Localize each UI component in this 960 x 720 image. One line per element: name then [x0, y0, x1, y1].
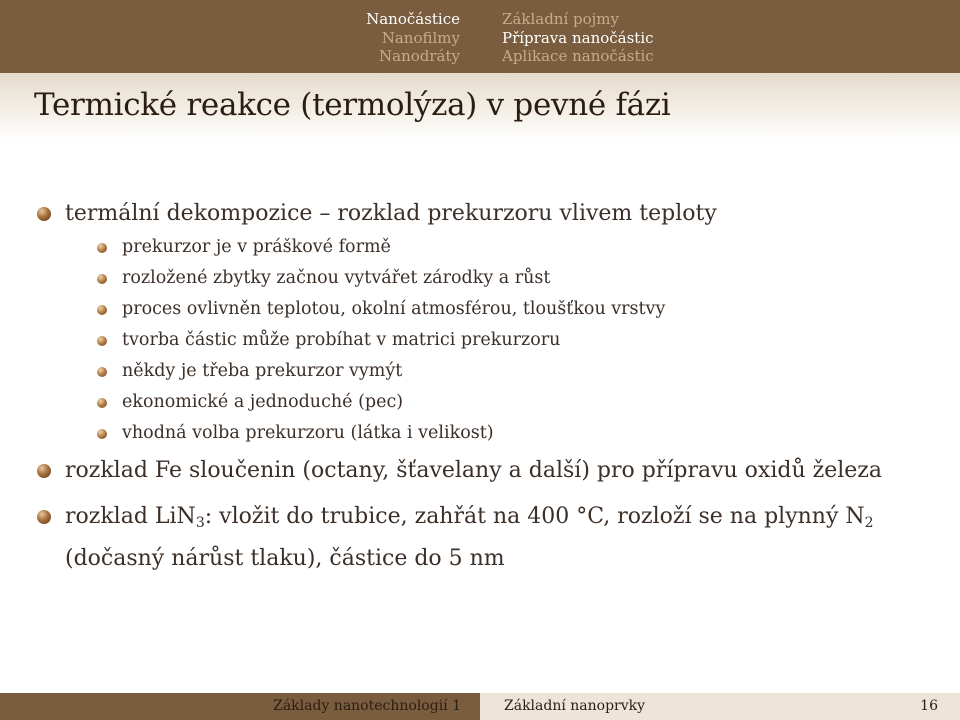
- sub-bullet-icon: [97, 274, 107, 284]
- sub-bullet-item: [0, 325, 960, 356]
- nav-link-zakladni-pojmy[interactable]: Základní pojmy: [502, 10, 620, 28]
- bullet-text-part: (dočasný nárůst tlaku), částice do 5 nm: [65, 546, 505, 571]
- sub-bullet-icon: [97, 336, 107, 346]
- nav-link-nanodraty[interactable]: Nanodráty: [379, 47, 460, 65]
- sub-bullet-text: rozložené zbytky začnou vytvářet zárodky a růst: [122, 268, 551, 288]
- sub-bullet-item: [0, 356, 960, 387]
- slide-title: Termické reakce (termolýza) v pevné fázi: [34, 87, 671, 123]
- footer-left-panel: [0, 693, 480, 720]
- sub-bullet-icon: [97, 305, 107, 315]
- bullet-icon: [37, 510, 51, 524]
- sub-bullet-text: prekurzor je v práškové formě: [122, 237, 391, 257]
- sub-bullet-item: [0, 263, 960, 294]
- footer-section-title: Základní nanoprvky: [504, 698, 646, 714]
- sub-bullet-icon: [97, 429, 107, 439]
- sub-bullet-icon: [97, 243, 107, 253]
- nav-link-nanofilmy[interactable]: Nanofilmy: [381, 28, 460, 47]
- sub-bullet-icon: [97, 398, 107, 408]
- sub-bullet-item: [0, 294, 960, 325]
- bullet-text-part: : vložit do trubice, zahřát na 400 °C, rozloží se na plynný N: [204, 504, 865, 529]
- bullet-item: [0, 453, 960, 489]
- subscript: 2: [864, 515, 874, 531]
- top-navigation-bar: [0, 0, 960, 73]
- nav-link-aplikace-nanocastic[interactable]: Aplikace nanočástic: [502, 47, 654, 65]
- sub-bullet-text: proces ovlivněn teplotou, okolní atmosférou, tloušťkou vrstvy: [122, 299, 666, 319]
- sub-bullet-text: tvorba částic může probíhat v matrici prekurzoru: [122, 330, 561, 350]
- bullet-icon: [37, 207, 51, 221]
- footer-right-panel: [480, 693, 960, 720]
- title-bar: [0, 73, 960, 140]
- bullet-item: [0, 196, 960, 232]
- bullet-text: rozklad Fe sloučenin (octany, šťavelany a další) pro přípravu oxidů železa: [65, 458, 882, 483]
- sub-bullet-text: ekonomické a jednoduché (pec): [122, 392, 404, 412]
- sub-bullet-item: [0, 387, 960, 418]
- subscript: 3: [195, 515, 205, 531]
- bullet-icon: [37, 464, 51, 478]
- section-nav: [366, 10, 460, 66]
- subsection-nav: [502, 10, 654, 66]
- sub-bullet-icon: [97, 367, 107, 377]
- bullet-item: [0, 499, 960, 577]
- sub-bullet-item: [0, 232, 960, 263]
- footer-bar: [0, 693, 960, 720]
- sub-bullet-item: [0, 418, 960, 449]
- page-number: 16: [920, 698, 938, 714]
- footer-course-title: Základy nanotechnologií 1: [273, 698, 461, 714]
- sub-bullet-text: někdy je třeba prekurzor vymýt: [122, 361, 403, 381]
- bullet-text-part: rozklad LiN: [65, 504, 196, 529]
- nav-link-priprava-nanocastic[interactable]: Příprava nanočástic: [502, 28, 654, 47]
- nav-link-nanocastice[interactable]: Nanočástice: [366, 10, 460, 28]
- sub-bullet-text: vhodná volba prekurzoru (látka i velikost): [122, 423, 494, 443]
- slide-content: [0, 196, 960, 577]
- bullet-text: termální dekompozice – rozklad prekurzoru vlivem teploty: [65, 201, 717, 226]
